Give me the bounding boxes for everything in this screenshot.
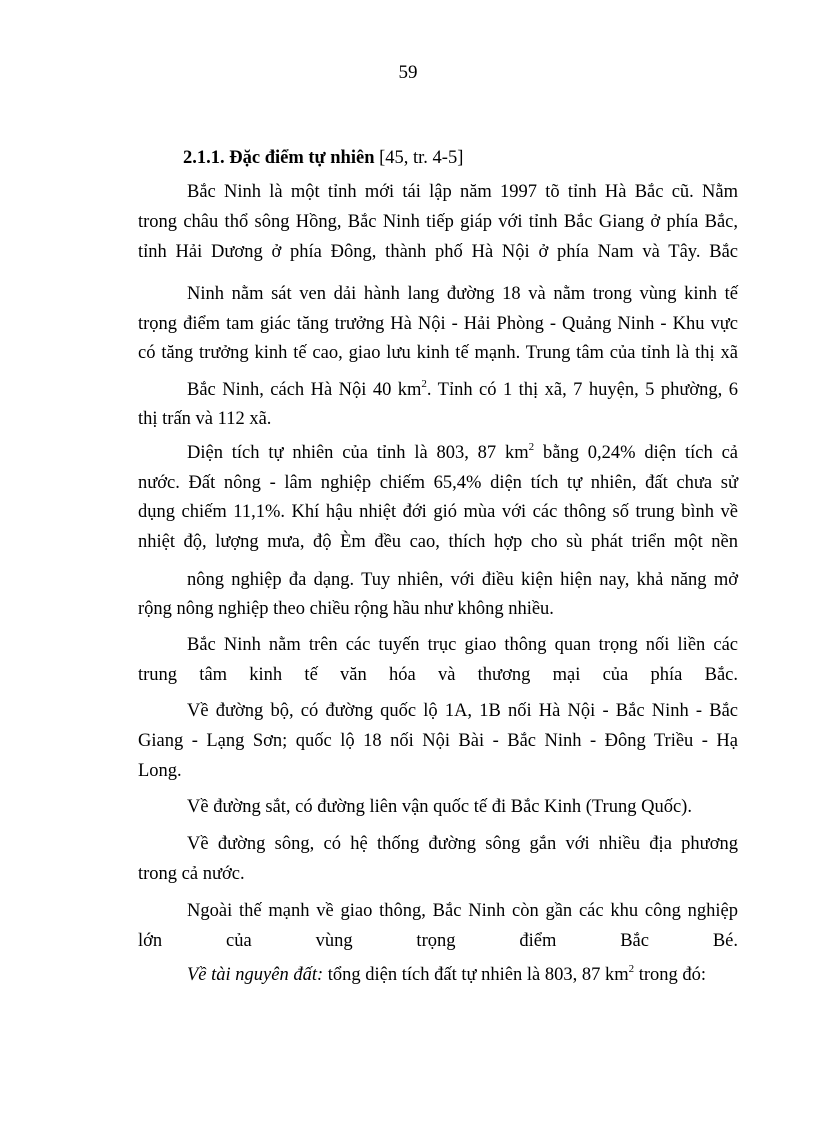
paragraph-line: dụng chiếm 11,1%. Khí hậu nhiệt đới gió mùa với các thông số trung bình về [138, 502, 738, 522]
paragraph-line: trung tâm kinh tế văn hóa và thương mại của phía Bắc. [138, 665, 738, 685]
text-span: bằng 0,24% diện tích cả [534, 443, 739, 463]
section-title: 2.1.1. Đặc điểm tự nhiên [183, 148, 375, 168]
text-span: Bắc Ninh, cách Hà Nội 40 km [187, 380, 422, 400]
paragraph-line: Ninh nằm sát ven dải hành lang đường 18 và nằm trong vùng kinh tế [187, 284, 738, 304]
paragraph-line: rộng nông nghiệp theo chiều rộng hầu như không nhiều. [138, 599, 554, 619]
paragraph-line: lớn của vùng trọng điểm Bắc Bé. [138, 931, 738, 951]
paragraph-line: thị trấn và 112 xã. [138, 409, 272, 429]
paragraph-line: nhiệt độ, lượng mưa, độ Èm đều cao, thích hợp cho sù phát triển một nền [138, 532, 738, 552]
paragraph-line: có tăng trưởng kinh tế cao, giao lưu kinh tế mạnh. Trung tâm của tỉnh là thị xã [138, 343, 738, 363]
paragraph-line: nông nghiệp đa dạng. Tuy nhiên, với điều kiện hiện nay, khả năng mở [187, 570, 738, 590]
superscript: 2 [528, 440, 535, 453]
paragraph-line: trong cả nước. [138, 864, 245, 884]
superscript: 2 [421, 377, 427, 390]
paragraph-line: Ngoài thế mạnh về giao thông, Bắc Ninh còn gần các khu công nghiệp [187, 901, 738, 921]
paragraph-line [187, 441, 738, 465]
paragraph-line: nước. Đất nông - lâm nghiệp chiếm 65,4% diện tích tự nhiên, đất chưa sử [138, 473, 738, 493]
paragraph-line: Giang - Lạng Sơn; quốc lộ 18 nối Nội Bài - Bắc Ninh - Đông Triều - Hạ [138, 731, 738, 751]
text-span: tổng diện tích đất tự nhiên là 803, 87 km [323, 965, 629, 985]
paragraph-line: tỉnh Hải Dương ở phía Đông, thành phố Hà Nội ở phía Nam và Tây. Bắc [138, 242, 738, 262]
text-span: trong đó: [634, 965, 707, 985]
paragraph-line: trong châu thổ sông Hồng, Bắc Ninh tiếp giáp với tỉnh Bắc Giang ở phía Bắc, [138, 212, 738, 232]
paragraph-line: Về đường sắt, có đường liên vận quốc tế đi Bắc Kinh (Trung Quốc). [187, 797, 692, 817]
superscript: 2 [628, 962, 635, 975]
paragraph-line: Bắc Ninh là một tỉnh mới tái lập năm 1997 tõ tỉnh Hà Bắc cũ. Nằm [187, 182, 738, 202]
section-heading [183, 146, 463, 170]
italic-lead: Về tài nguyên đất: [187, 965, 324, 985]
paragraph-line: trọng điểm tam giác tăng trưởng Hà Nội - Hải Phòng - Quảng Ninh - Khu vực [138, 314, 738, 334]
section-citation: [45, tr. 4-5] [374, 148, 464, 168]
paragraph-line: Bắc Ninh nằm trên các tuyến trục giao thông quan trọng nối liền các [187, 635, 738, 655]
page-number: 59 [398, 62, 418, 83]
paragraph-line [187, 963, 706, 987]
text-span: Diện tích tự nhiên của tỉnh là 803, 87 km [187, 443, 529, 463]
paragraph-line: Về đường bộ, có đường quốc lộ 1A, 1B nối Hà Nội - Bắc Ninh - Bắc [187, 701, 738, 721]
paragraph-line: Về đường sông, có hệ thống đường sông gắn với nhiều địa phương [187, 834, 738, 854]
paragraph-line [187, 378, 738, 402]
paragraph-line: Long. [138, 761, 182, 781]
text-span: . Tỉnh có 1 thị xã, 7 huyện, 5 phường, 6 [426, 380, 738, 400]
